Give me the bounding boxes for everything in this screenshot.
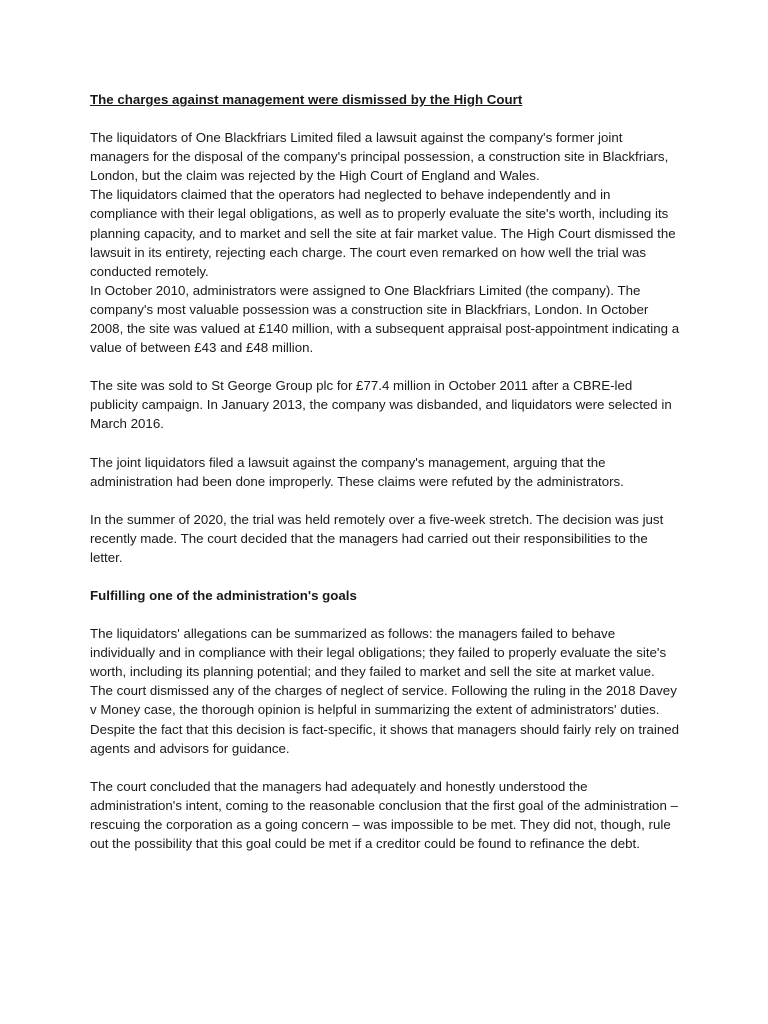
paragraph: The court concluded that the managers had adequately and honestly understood the administration's intent, coming to the reasonable conclusion that the first goal of the administration – rescuing the corporation as a going concern – was impossible to be met. They did not, though, rule out the possibility that this goal could be met if a creditor could be found to refinance the debt. — [90, 778, 678, 851]
document-title: The charges against management were dismissed by the High Court — [90, 92, 523, 107]
paragraph: The site was sold to St George Group plc for £77.4 million in October 2011 after a CBRE-led publicity campaign. In January 2013, the company was disbanded, and liquidators were selected in March 2016. — [90, 378, 672, 432]
paragraph: The liquidators of One Blackfriars Limited filed a lawsuit against the company's former joint managers for the disposal of the company's principal possession, a construction site in Blackfriars, London, but the claim was rejected by the High Court of England and Wales. — [90, 130, 669, 184]
section-heading: Fulfilling one of the administration's goals — [90, 587, 357, 603]
paragraph: The liquidators' allegations can be summarized as follows: the managers failed to behave individually and in compliance with their legal obligations; they failed to properly evaluate the site's worth, including its planning potential; and they failed to market and sell the site at market value. — [90, 626, 667, 680]
paragraph: The court dismissed any of the charges of neglect of service. Following the ruling in the 2018 Davey v Money case, the thorough opinion is helpful in summarizing the extent of administrators' duties. Despite the fact that this decision is fact-specific, it shows that managers should fairly rely on trained agents and advisors for guidance. — [90, 683, 680, 756]
paragraph-group-allegations — [90, 624, 680, 758]
paragraph: The liquidators claimed that the operators had neglected to behave independently and in compliance with their legal obligations, as well as to properly evaluate the site's worth, including its planning capacity, and to market and sell the site at fair market value. The High Court dismissed the lawsuit in its entirety, rejecting each charge. The court even remarked on how well the trial was conducted remotely. — [90, 187, 676, 279]
document-page — [90, 90, 680, 853]
paragraph-group-intro — [90, 128, 680, 357]
paragraph: The joint liquidators filed a lawsuit against the company's management, arguing that the administration had been done improperly. These claims were refuted by the administrators. — [90, 454, 624, 489]
paragraph: In the summer of 2020, the trial was held remotely over a five-week stretch. The decision was just recently made. The court decided that the managers had carried out their responsibilities to the letter. — [90, 511, 664, 565]
paragraph: In October 2010, administrators were assigned to One Blackfriars Limited (the company). The company's most valuable possession was a construction site in Blackfriars, London. In October 2008, the site was valued at £140 million, with a subsequent appraisal post-appointment indicating a value of between £43 and £48 million. — [90, 282, 680, 356]
